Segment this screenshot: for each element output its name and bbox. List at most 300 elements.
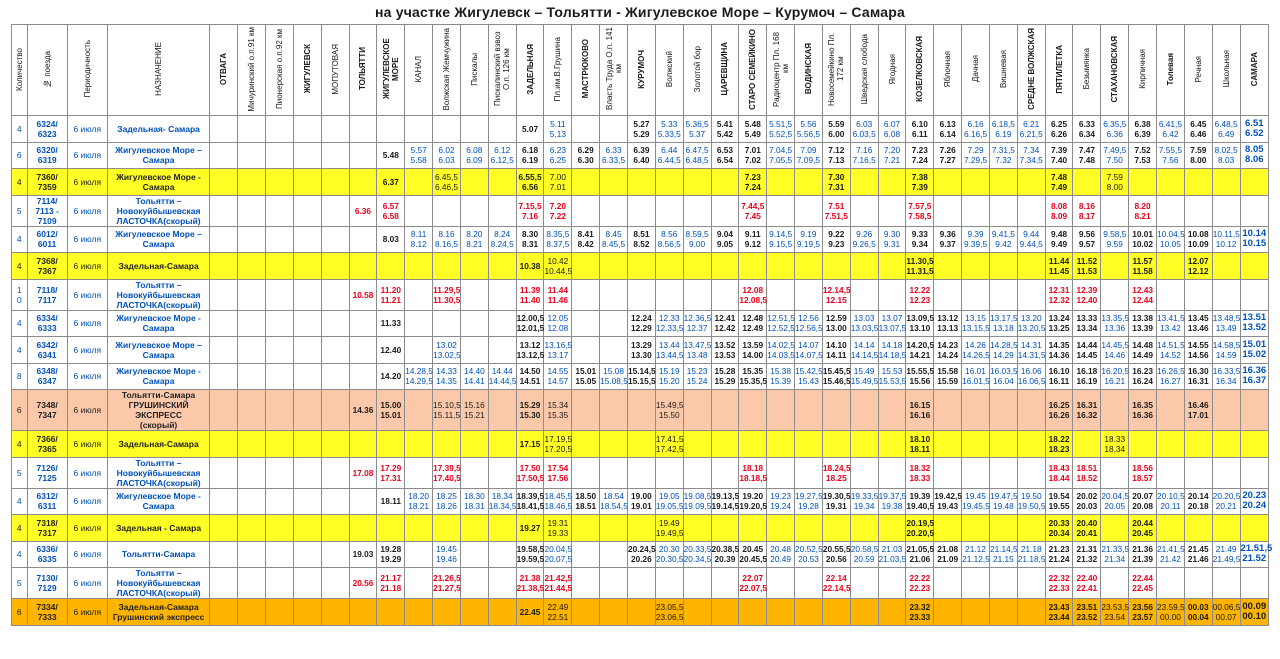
time-value: 23.33 [909, 611, 931, 622]
time-cell [850, 599, 878, 626]
time-cell [795, 142, 823, 169]
time-cell [906, 253, 934, 280]
time-cell [488, 116, 516, 143]
column-header-label: ЖИГУЛЕВСКОЕ МОРЕ [381, 38, 400, 100]
time-value: 14.28,5 [405, 366, 433, 377]
time-value: 18.34 [1104, 443, 1126, 454]
time-value: 7.57,5 [908, 200, 932, 211]
time-cell [1017, 195, 1045, 226]
time-cell [906, 310, 934, 337]
time-value: 13.15 [965, 313, 986, 324]
time-value: 12.49 [742, 323, 764, 334]
time-value: 14.24 [937, 349, 959, 360]
time-value: 12.43 [1132, 284, 1153, 295]
time-value: 18.44 [1048, 472, 1070, 483]
time-value: 7.48 [1078, 155, 1095, 166]
column-header [1212, 25, 1240, 116]
time-value: 14.18,5 [878, 349, 907, 360]
time-value: 13.24 [1048, 313, 1070, 324]
time-cell [433, 541, 461, 568]
time-value: 14.26 [965, 339, 986, 350]
time-cell [822, 541, 850, 568]
time-cell [655, 337, 683, 364]
time-value: 21.26,5 [433, 573, 461, 583]
time-cell [1212, 142, 1240, 169]
time-cell [210, 116, 238, 143]
column-header [572, 25, 600, 116]
table-row [12, 279, 1269, 310]
time-cell [962, 599, 990, 626]
time-value: 5.37 [689, 128, 706, 139]
column-header [1101, 25, 1129, 116]
time-cell [878, 253, 906, 280]
time-cell [1045, 142, 1073, 169]
time-value: 21.34 [1104, 554, 1126, 565]
time-cell [989, 337, 1017, 364]
time-value: 23.06,5 [655, 611, 684, 622]
time-cell [711, 142, 739, 169]
time-value: 17.56 [547, 472, 569, 483]
time-value: 22.07,5 [739, 583, 768, 593]
time-cell [1212, 599, 1240, 626]
table-row [12, 390, 1269, 431]
table-row [12, 541, 1269, 568]
destination: Задельная - Самара [107, 515, 210, 542]
time-value: 16.34 [1215, 376, 1237, 387]
time-cell [989, 568, 1017, 599]
time-value: 9.30 [883, 229, 901, 240]
time-cell [1184, 390, 1212, 431]
periodicity: 6 июля [67, 488, 107, 515]
time-value: 7.16 [521, 210, 539, 221]
time-cell [822, 195, 850, 226]
time-cell [795, 568, 823, 599]
time-cell [433, 488, 461, 515]
time-cell [488, 457, 516, 488]
column-header [1045, 25, 1073, 116]
time-value: 7.15,5 [518, 200, 542, 211]
time-value: 15.55,5 [906, 366, 935, 377]
time-value: 19.28 [798, 501, 819, 512]
destination: Жигулевское Море - Самара [107, 363, 210, 390]
time-cell [321, 337, 349, 364]
time-value: 9.36 [939, 229, 956, 240]
time-value: 21.06 [909, 554, 931, 565]
time-cell [795, 457, 823, 488]
time-cell [1157, 279, 1185, 310]
column-header-label: Пискалинский взвоз О.п. 126 км [493, 31, 512, 107]
time-cell [210, 599, 238, 626]
time-value: 8.06 [1245, 154, 1264, 166]
time-cell [1045, 253, 1073, 280]
time-value: 17.15 [519, 438, 541, 449]
time-value: 10.01 [1132, 229, 1153, 240]
time-value: 14.52 [1160, 349, 1181, 360]
time-value: 16.24 [1132, 376, 1153, 387]
time-cell [934, 310, 962, 337]
time-value: 9.26,5 [852, 239, 876, 250]
time-cell [1240, 195, 1268, 226]
time-cell [321, 142, 349, 169]
time-value: 9.00 [689, 239, 706, 250]
table-row [12, 363, 1269, 390]
time-value: 13.49 [1215, 323, 1237, 334]
time-cell [1073, 457, 1101, 488]
time-cell [767, 279, 795, 310]
time-value: 14.29 [992, 349, 1014, 360]
column-header [711, 25, 739, 116]
column-header [850, 25, 878, 116]
time-cell [1212, 195, 1240, 226]
time-value: 20.52,5 [795, 544, 823, 555]
time-cell [266, 310, 294, 337]
time-value: 15.38 [770, 366, 791, 377]
time-cell [822, 310, 850, 337]
destination: Тольятти – Новокуйбышевская ЛАСТОЧКА(скорый) [107, 457, 210, 488]
time-value: 9.59 [1106, 239, 1123, 250]
time-cell [934, 169, 962, 196]
time-cell [433, 310, 461, 337]
time-value: 16.10 [1048, 366, 1070, 377]
time-value: 5.51,5 [769, 118, 793, 129]
time-value: 22.44 [1132, 573, 1153, 583]
time-value: 8.31 [521, 239, 539, 250]
time-cell [878, 310, 906, 337]
time-cell [627, 541, 655, 568]
time-value: 14.44 [491, 366, 513, 377]
time-value: 19.45 [965, 491, 986, 502]
time-cell [600, 253, 628, 280]
destination: Жигулевское Море – Самара [107, 142, 210, 169]
time-cell [739, 599, 767, 626]
time-value: 6.54 [716, 155, 734, 166]
time-cell [683, 310, 711, 337]
time-value: 16.01,5 [962, 376, 990, 387]
periodicity: 6 июля [67, 310, 107, 337]
time-cell [627, 310, 655, 337]
time-cell [460, 253, 488, 280]
time-cell [405, 169, 433, 196]
time-cell [377, 541, 405, 568]
time-value: 9.39 [967, 229, 984, 240]
time-cell [321, 599, 349, 626]
column-header-label: КУРУМОЧ [636, 49, 646, 89]
time-value: 11.33 [380, 318, 401, 329]
time-value: 14.36 [1048, 349, 1070, 360]
time-cell [655, 226, 683, 253]
time-cell [321, 253, 349, 280]
time-cell [850, 515, 878, 542]
time-value: 15.14,5 [627, 366, 656, 377]
time-cell [962, 253, 990, 280]
time-value: 18.54 [603, 491, 624, 502]
time-value: 8.42 [577, 239, 594, 250]
time-value: 16.33,5 [1212, 366, 1241, 377]
time-cell [544, 195, 572, 226]
time-cell [433, 457, 461, 488]
time-cell [989, 226, 1017, 253]
time-cell [1073, 599, 1101, 626]
train-number: 7130/ 7129 [27, 568, 67, 599]
time-value: 5.48 [744, 118, 761, 129]
time-value: 12.40 [380, 344, 402, 355]
time-cell [655, 541, 683, 568]
destination: Жигулевское Море - Самара [107, 488, 210, 515]
time-cell [1101, 541, 1129, 568]
time-value: 6.56 [521, 181, 539, 192]
time-cell [266, 515, 294, 542]
time-cell [683, 488, 711, 515]
time-value: 15.56 [909, 376, 931, 387]
time-cell [850, 279, 878, 310]
time-cell [822, 457, 850, 488]
time-value: 8.16,5 [434, 239, 459, 250]
train-number: 7114/ 7113 - 7109 [27, 195, 67, 226]
periodicity: 6 июля [67, 568, 107, 599]
time-cell [460, 116, 488, 143]
time-cell [349, 568, 377, 599]
column-header-label: Шведская слобода [859, 33, 869, 105]
time-value: 13.42 [1160, 323, 1181, 334]
time-cell [293, 253, 321, 280]
time-cell [405, 390, 433, 431]
time-value: 18.10 [909, 433, 931, 444]
time-value: 21.23 [1048, 544, 1070, 555]
time-value: 12.39 [1076, 284, 1098, 295]
time-value: 19.58,5 [516, 544, 545, 555]
time-value: 15.28 [714, 366, 736, 377]
time-cell [349, 431, 377, 458]
time-cell [683, 457, 711, 488]
time-cell [934, 488, 962, 515]
time-value: 16.23 [1132, 366, 1153, 377]
time-cell [1017, 568, 1045, 599]
time-cell [321, 116, 349, 143]
time-value: 17.01 [1187, 410, 1209, 420]
time-cell [544, 142, 572, 169]
time-value: 21.33,5 [1101, 544, 1130, 555]
time-value: 15.53 [881, 366, 903, 377]
time-cell [377, 253, 405, 280]
time-value: 19.38 [881, 501, 903, 512]
time-value: 20.34,5 [683, 554, 712, 565]
time-cell [349, 363, 377, 390]
time-cell [600, 226, 628, 253]
time-value: 21.27,5 [433, 583, 461, 593]
time-value: 15.35 [547, 410, 569, 420]
time-cell [210, 226, 238, 253]
time-cell [962, 116, 990, 143]
time-cell [683, 195, 711, 226]
time-value: 14.20 [380, 371, 402, 382]
time-value: 21.12,5 [962, 554, 990, 565]
car-count: 4 [12, 431, 28, 458]
time-value: 8.37,5 [546, 239, 570, 250]
time-cell [349, 599, 377, 626]
time-cell [516, 337, 544, 364]
time-value: 13.52 [714, 339, 736, 350]
time-cell [516, 253, 544, 280]
time-cell [1212, 541, 1240, 568]
destination: Тольятти – Новокуйбышевская ЛАСТОЧКА(скорый) [107, 568, 210, 599]
time-cell [1212, 253, 1240, 280]
time-value: 7.45 [744, 210, 761, 221]
time-value: 19.45,5 [962, 501, 990, 512]
time-value: 6.12,5 [490, 155, 514, 166]
time-value: 15.08,5 [600, 376, 628, 387]
car-count: 4 [12, 226, 28, 253]
time-cell [1184, 515, 1212, 542]
time-value: 18.30 [463, 491, 485, 502]
time-value: 9.19,5 [796, 239, 820, 250]
time-value: 22.51 [547, 611, 569, 622]
time-cell [795, 253, 823, 280]
time-cell [989, 253, 1017, 280]
time-cell [1129, 541, 1157, 568]
time-cell [238, 599, 266, 626]
time-value: 6.07 [883, 118, 901, 129]
time-value: 20.04,5 [1101, 491, 1130, 502]
time-value: 00.07 [1215, 611, 1237, 622]
time-value: 6.40 [633, 155, 650, 166]
time-value: 20.59 [853, 554, 875, 565]
time-value: 21.05,5 [906, 544, 935, 555]
time-cell [655, 488, 683, 515]
time-cell [1017, 515, 1045, 542]
time-value: 6.39 [633, 145, 650, 156]
time-cell [1212, 116, 1240, 143]
time-cell [488, 337, 516, 364]
time-value: 22.49 [547, 601, 569, 612]
time-value: 8.00 [1106, 181, 1123, 192]
time-cell [627, 116, 655, 143]
time-value: 7.20 [549, 200, 566, 211]
time-cell [1157, 457, 1185, 488]
time-value: 9.23 [828, 239, 845, 250]
time-value: 19.50 [1020, 491, 1042, 502]
time-value: 7.51 [828, 200, 845, 211]
car-count: 5 [12, 457, 28, 488]
time-value: 20.48 [770, 544, 791, 555]
time-value: 13.33 [1076, 313, 1098, 324]
time-value: 7.29 [967, 145, 984, 156]
time-value: 14.07 [798, 339, 819, 350]
timetable-header-row [12, 25, 1269, 116]
time-value: 5.48 [382, 150, 399, 161]
time-value: 12.08 [547, 323, 569, 334]
time-value: 9.11 [744, 229, 761, 240]
time-value: 8.16 [438, 229, 455, 240]
destination: Жигулевское Море – Самара [107, 337, 210, 364]
time-cell [266, 337, 294, 364]
time-value: 9.26 [856, 229, 873, 240]
column-header [433, 25, 461, 116]
time-value: 14.55 [1187, 339, 1209, 350]
time-value: 11.30,5 [906, 255, 934, 266]
car-count: 6 [12, 599, 28, 626]
time-value: 19.49,5 [655, 527, 684, 538]
time-cell [739, 457, 767, 488]
train-number: 6348/ 6347 [27, 363, 67, 390]
time-value: 19.23 [770, 491, 791, 502]
car-count: 6 [12, 142, 28, 169]
time-value: 7.32 [995, 155, 1012, 166]
time-value: 14.45,5 [1101, 339, 1130, 350]
time-cell [989, 488, 1017, 515]
car-count: 5 [12, 195, 28, 226]
time-value: 21.31 [1076, 544, 1098, 555]
time-value: 8.11 [410, 229, 427, 240]
time-cell [1017, 457, 1045, 488]
time-cell [655, 310, 683, 337]
time-value: 20.49 [770, 554, 791, 565]
time-value: 7.26 [939, 145, 956, 156]
time-value: 6.47,5 [685, 145, 709, 156]
time-value: 13.10 [909, 323, 931, 334]
time-value: 19.28 [380, 544, 402, 555]
time-cell [627, 431, 655, 458]
column-header [238, 25, 266, 116]
time-value: 00.09 [1242, 600, 1267, 612]
time-value: 14.48 [1132, 339, 1153, 350]
time-cell [1073, 390, 1101, 431]
time-value: 6.19 [995, 128, 1012, 139]
time-value: 13.02 [436, 339, 457, 350]
time-value: 18.50 [575, 491, 597, 502]
time-cell [627, 142, 655, 169]
time-cell [460, 599, 488, 626]
time-cell [655, 363, 683, 390]
time-value: 6.38 [1134, 118, 1151, 129]
time-cell [377, 568, 405, 599]
time-value: 20.02 [1076, 491, 1098, 502]
time-value: 5.07 [521, 123, 539, 134]
column-header [878, 25, 906, 116]
time-value: 19.43 [937, 501, 959, 512]
time-cell [683, 568, 711, 599]
time-cell [405, 431, 433, 458]
time-cell [739, 310, 767, 337]
time-value: 13.41,5 [1157, 313, 1185, 324]
time-cell [1184, 169, 1212, 196]
time-cell [1101, 431, 1129, 458]
time-cell [795, 390, 823, 431]
column-header-label: Кирпичная [1138, 49, 1148, 89]
time-cell [516, 169, 544, 196]
time-cell [1101, 116, 1129, 143]
time-value: 13.02,5 [433, 349, 461, 360]
train-number: 7126/ 7125 [27, 457, 67, 488]
time-cell [488, 390, 516, 431]
time-cell [460, 457, 488, 488]
time-cell [405, 515, 433, 542]
time-value: 20.30 [658, 544, 680, 555]
time-cell [516, 568, 544, 599]
destination: Тольятти-Самара [107, 541, 210, 568]
table-row [12, 169, 1269, 196]
time-cell [293, 488, 321, 515]
time-value: 16.03,5 [989, 366, 1018, 377]
time-cell [822, 116, 850, 143]
time-value: 15.35,5 [739, 376, 768, 387]
time-value: 20.33 [1048, 517, 1070, 528]
time-cell [962, 431, 990, 458]
time-cell [293, 390, 321, 431]
time-cell [711, 310, 739, 337]
time-cell [850, 431, 878, 458]
time-value: 8.03 [1218, 155, 1235, 166]
time-value: 16.26,5 [1157, 366, 1185, 377]
